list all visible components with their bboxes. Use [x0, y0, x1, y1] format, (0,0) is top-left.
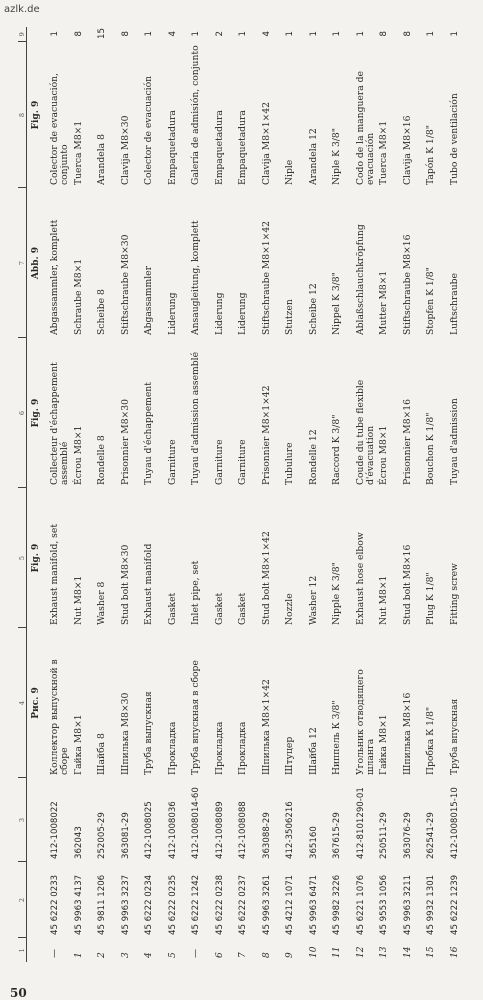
catalog-number: 45 6221 1076 [355, 874, 366, 935]
name-en: Gasket [237, 592, 248, 625]
catalog-number: 45 9982 3226 [332, 874, 342, 935]
position-number: 4 [144, 952, 154, 958]
part-number: 363088-29 [261, 812, 272, 859]
name-fr: Coude du tube flexible d'évacuation [354, 379, 376, 485]
name-en: Nozzle [284, 593, 295, 625]
name-fr: Rondelle 8 [96, 435, 107, 485]
part-number: 363076-29 [402, 812, 413, 859]
name-fr: Prisonnier M8×16 [401, 399, 413, 485]
quantity: 1 [308, 31, 319, 37]
name-ru: Штуцер [284, 736, 295, 775]
position-number: 3 [120, 952, 131, 958]
name-es: Tapón K 1/8" [425, 125, 436, 185]
table-row [47, 27, 71, 962]
header-ru: Рис. 9 [31, 687, 41, 719]
catalog-number: 45 6222 0238 [214, 874, 225, 935]
name-ru: Ниппель К 3/8" [331, 700, 342, 775]
position-number: 5 [167, 952, 178, 958]
position-number: 13 [379, 946, 389, 958]
quantity: 8 [120, 31, 131, 37]
position-number: 2 [97, 952, 107, 958]
quantity: 1 [144, 31, 154, 37]
position-number: — [191, 949, 201, 958]
table-row [141, 27, 165, 962]
table-row [212, 27, 236, 962]
part-number: 412-1008025 [144, 801, 154, 859]
name-de: Liderung [213, 292, 225, 335]
part-number: 412-1008022 [50, 801, 60, 859]
name-es: Tuerca M8×1 [72, 120, 84, 185]
quantity: 1 [332, 31, 342, 37]
name-fr: Collecteur d'échappement assemblé [49, 362, 70, 485]
name-ru: Прокладка [166, 721, 178, 775]
name-es: Arandela 8 [96, 134, 107, 185]
table-row [306, 27, 330, 962]
catalog-number: 45 6222 1239 [449, 874, 460, 935]
name-fr: Tubulure [284, 442, 295, 485]
name-de: Stiftschraube M8×16 [401, 234, 413, 335]
name-es: Colector de evacuación, conjunto [49, 73, 70, 185]
name-ru: Шайба 12 [307, 727, 319, 775]
name-fr: Bouchon K 1/8" [425, 412, 436, 485]
part-number: 262541-29 [426, 812, 436, 859]
name-es: Empaquetadura [213, 110, 225, 185]
part-number: 412-1008089 [214, 801, 225, 859]
name-en: Inlet pipe, set [190, 560, 201, 625]
position-number: 16 [449, 946, 460, 958]
quantity: 2 [214, 31, 225, 37]
name-en: Washer 12 [307, 575, 319, 625]
name-en: Nut M8×1 [72, 575, 84, 625]
catalog-number: 45 9963 3261 [261, 874, 272, 935]
part-number: 367615-29 [332, 812, 342, 859]
catalog-number: 45 6222 0235 [167, 874, 178, 935]
name-de: Scheibe 8 [96, 289, 107, 335]
name-en: Gasket [166, 592, 178, 625]
col-num-4: 4 [18, 628, 27, 778]
col-num-1: 1 [18, 938, 27, 962]
name-de: Schraube M8×1 [72, 258, 84, 335]
col-num-2: 2 [18, 862, 27, 938]
part-number: 362043 [73, 826, 84, 859]
table-row [71, 27, 95, 962]
table-row [259, 27, 283, 962]
name-fr: Écrou M8×1 [378, 425, 389, 485]
name-fr: Tuyau d'admission [448, 398, 460, 485]
parts-table [18, 27, 470, 962]
name-ru: Гайка М8×1 [72, 714, 84, 775]
position-number: 1 [73, 952, 84, 958]
position-number: 7 [238, 952, 248, 958]
name-en: Fitting screw [448, 563, 460, 625]
part-number: 412-1008015-10 [449, 787, 460, 859]
name-ru: Прокладка [237, 721, 248, 775]
name-es: Niple K 3/8" [331, 128, 342, 185]
position-number: — [50, 949, 60, 958]
name-es: Clavija M8×16 [401, 115, 413, 185]
position-number: 6 [214, 952, 225, 958]
catalog-number: 45 6222 1242 [191, 874, 201, 935]
watermark: azlk.de [4, 4, 40, 15]
name-ru: Коллектор выпускной в сборе [49, 659, 70, 775]
name-es: Empaquetadura [166, 110, 178, 185]
name-en: Stud bolt M8×1×42 [260, 531, 272, 625]
part-number: 365160 [308, 826, 319, 859]
part-number: 252005-29 [97, 812, 107, 859]
catalog-number: 45 9811 1206 [97, 874, 107, 935]
name-es: Tubo de ventilación [448, 93, 460, 185]
name-ru: Труба впускная в сборе [190, 660, 201, 775]
quantity: 8 [379, 31, 389, 37]
name-fr: Prisonnier M8×1×42 [260, 385, 272, 485]
name-ru: Шпилька М8×16 [401, 692, 413, 775]
page-number: 50 [10, 986, 27, 1000]
col-num-7: 7 [18, 188, 27, 338]
position-number: 9 [285, 952, 295, 958]
catalog-number: 45 4212 1071 [285, 874, 295, 935]
name-es: Niple [284, 159, 295, 185]
name-es: Arandela 12 [307, 128, 319, 185]
table-row [400, 27, 424, 962]
name-es: Tuerca M8×1 [378, 120, 389, 185]
name-ru: Гайка М8×1 [378, 714, 389, 775]
position-number: 10 [308, 946, 319, 958]
name-en: Nipple K 3/8" [331, 562, 342, 625]
name-ru: Шайба 8 [96, 733, 107, 775]
quantity: 4 [167, 31, 178, 37]
name-de: Scheibe 12 [307, 283, 319, 335]
name-es: Colector de evacuación [143, 75, 154, 185]
position-number: 12 [355, 946, 366, 958]
position-number: 8 [261, 952, 272, 958]
name-en: Exhaust hose elbow [354, 532, 366, 625]
column-number-row [18, 27, 27, 962]
name-es: Galería de admisión, conjunto [190, 45, 201, 185]
name-ru: Труба выпускная [143, 691, 154, 775]
quantity: 1 [191, 31, 201, 37]
name-fr: Rondelle 12 [307, 429, 319, 485]
name-de: Nippel K 3/8" [331, 272, 342, 335]
name-ru: Шпилька М8×1×42 [260, 679, 272, 775]
position-number: 11 [332, 946, 342, 958]
name-fr: Tuyau d'admission assemblé [190, 351, 201, 485]
col-num-3: 3 [18, 778, 27, 862]
table-row [423, 27, 447, 962]
table-row [235, 27, 259, 962]
catalog-number: 45 6222 0234 [144, 874, 154, 935]
name-ru: Шпилька М8×30 [119, 692, 131, 775]
col-num-9: 9 [18, 27, 27, 42]
catalog-number: 45 6222 0237 [238, 874, 248, 935]
part-number: 412-8101290-01 [355, 787, 366, 859]
name-fr: Tuyau d'échappement [143, 382, 154, 485]
name-en: Exhaust manifold [143, 543, 154, 625]
name-en: Gasket [213, 592, 225, 625]
part-number: 412-3506216 [285, 801, 295, 859]
name-de: Abgassammler [143, 266, 154, 335]
name-ru: Пробка К 1/8" [425, 706, 436, 775]
header-fr: Fig. 9 [31, 398, 41, 428]
part-number: 412-1008014-60 [191, 787, 201, 859]
name-es: Empaquetadura [237, 110, 248, 185]
table-row [188, 27, 212, 962]
name-fr: Raccord K 3/8" [331, 414, 342, 485]
name-de: Ansaugleitung, komplett [190, 220, 201, 335]
header-de: Abb. 9 [31, 246, 41, 280]
catalog-number: 45 9963 6471 [308, 874, 319, 935]
catalog-number: 45 9963 3211 [402, 874, 413, 935]
catalog-number: 45 9553 1056 [379, 874, 389, 935]
name-fr: Garniture [213, 439, 225, 485]
name-de: Stiftschraube M8×30 [119, 234, 131, 335]
quantity: 1 [50, 31, 60, 37]
table-row [282, 27, 306, 962]
name-es: Clavija M8×30 [119, 115, 131, 185]
name-en: Exhaust manifold, set [49, 523, 60, 625]
col-num-6: 6 [18, 338, 27, 488]
quantity: 1 [285, 31, 295, 37]
name-ru: Прокладка [213, 721, 225, 775]
parts-table-rotated [18, 27, 478, 962]
name-de: Mutter M8×1 [378, 270, 389, 335]
part-number: 363081-29 [120, 812, 131, 859]
name-de: Liderung [237, 292, 248, 335]
name-de: Luftschraube [448, 273, 460, 335]
name-en: Stud bolt M8×30 [119, 544, 131, 625]
header-es: Fig. 9 [31, 100, 41, 130]
part-number: 412-1008036 [167, 801, 178, 859]
name-de: Stopfen K 1/8" [425, 267, 436, 335]
name-de: Abgassammler, komplett [49, 219, 60, 335]
quantity: 1 [426, 31, 436, 37]
name-de: Ablaßschlauchkröpfung [354, 224, 366, 335]
name-ru: Труба впускная [448, 698, 460, 775]
quantity: 8 [402, 31, 413, 37]
table-row [94, 27, 118, 962]
position-number: 14 [402, 946, 413, 958]
name-fr: Garniture [166, 439, 178, 485]
quantity: 1 [449, 31, 460, 37]
part-number: 250511-29 [379, 812, 389, 859]
name-ru: Угольник отводящего шланга [354, 669, 376, 775]
name-en: Stud bolt M8×16 [401, 544, 413, 625]
table-row [118, 27, 142, 962]
quantity: 8 [73, 31, 84, 37]
catalog-number: 45 9963 4137 [73, 874, 84, 935]
part-number: 412-1008088 [238, 801, 248, 859]
table-row [353, 27, 377, 962]
catalog-number: 45 9932 1301 [426, 874, 436, 935]
table-row [447, 27, 471, 962]
table-row [376, 27, 400, 962]
catalog-number: 45 9963 3237 [120, 874, 131, 935]
name-fr: Garniture [237, 439, 248, 485]
table-row [165, 27, 189, 962]
name-fr: Prisonnier M8×30 [119, 399, 131, 485]
col-num-5: 5 [18, 488, 27, 628]
name-es: Clavija M8×1×42 [260, 101, 272, 185]
table-row [329, 27, 353, 962]
quantity: 15 [97, 28, 107, 39]
name-de: Stiftschraube M8×1×42 [260, 220, 272, 335]
name-en: Nut M8×1 [378, 575, 389, 625]
catalog-number: 45 6222 0233 [50, 874, 60, 935]
name-fr: Écrou M8×1 [72, 425, 84, 485]
position-number: 15 [426, 946, 436, 958]
name-en: Washer 8 [96, 581, 107, 625]
quantity: 1 [355, 31, 366, 37]
header-en: Fig. 9 [31, 543, 41, 573]
name-en: Plug K 1/8" [425, 572, 436, 625]
col-num-8: 8 [18, 42, 27, 188]
name-de: Stutzen [284, 299, 295, 335]
figure-header-row [27, 27, 48, 962]
quantity: 4 [261, 31, 272, 37]
name-es: Codo de la manguera de evacuación [354, 71, 376, 185]
name-de: Liderung [166, 292, 178, 335]
quantity: 1 [238, 31, 248, 37]
